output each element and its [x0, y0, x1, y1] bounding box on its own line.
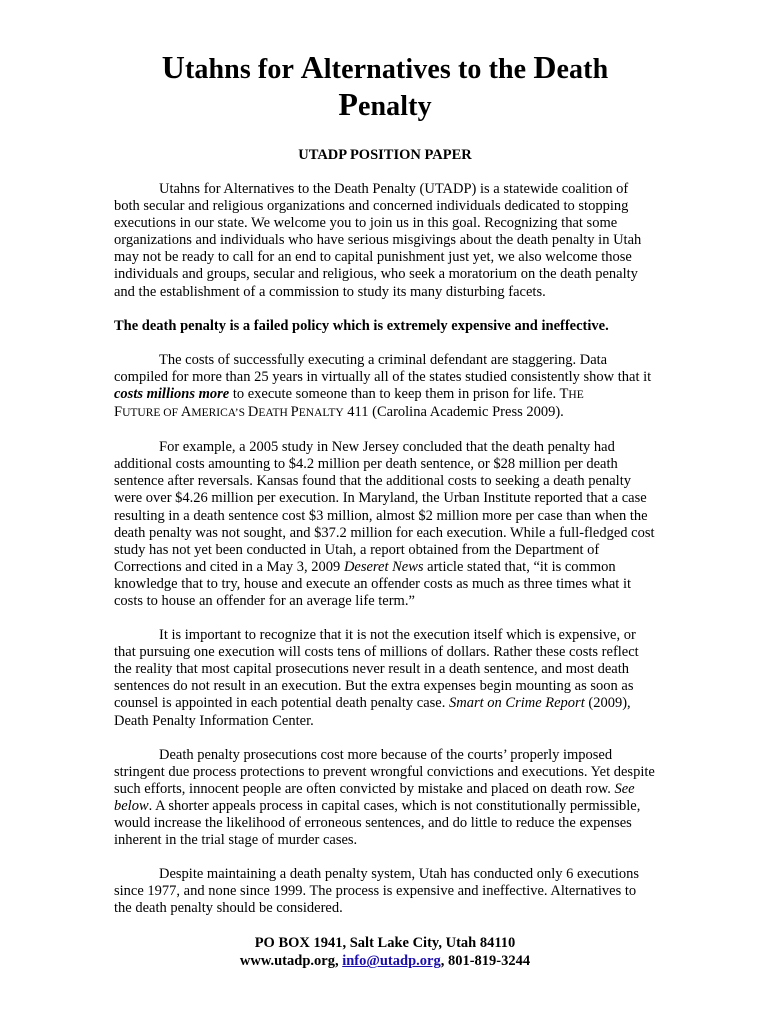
- contact-footer: [114, 934, 656, 970]
- expense-paragraph: It is important to recognize that it is not the execution itself which is expensive, or that pursuing one execution will costs tens of millions of dollars. Rather these costs reflect the reality that most capital prosecutions never result in a death sentence, and most death sentences do not result in an execution. But the extra expenses begin mounting as soon as counsel is appointed in each potential death penalty case. Smart on Crime Report (2009), Death Penalty Information Center.: [114, 627, 639, 729]
- email-link[interactable]: info@utadp.org: [342, 953, 441, 970]
- mailing-address: PO BOX 1941, Salt Lake City, Utah 84110: [254, 935, 516, 952]
- section-heading: The death penalty is a failed policy which is extremely expensive and ineffective.: [114, 317, 609, 334]
- document-title: Utahns for Alternatives to the Death Penalty: [161, 49, 609, 122]
- book-citation: THE FUTURE OF AMERICA’S DEATH PENALTY: [114, 385, 584, 421]
- phone-number: 801-819-3244: [447, 953, 531, 970]
- due-process-paragraph: Death penalty prosecutions cost more because of the courts’ properly imposed stringent due process protections to prevent wrongful convictions and executions. Yet despite such efforts, innocent people are often convicted by mistake and placed on death row. See below. A shorter appeals process in capital cases, which is not constitutionally permissible, would increase the likelihood of erroneous sentences, and do little to reduce the expenses inherent in the trial stage of murder cases.: [114, 746, 655, 849]
- costs-paragraph: The costs of successfully executing a criminal defendant are staggering. Data compiled for more than 25 years in virtually all of the states studied consistently show that it costs millions more to execute someone than to keep them in prison for life. THE FUTURE OF AMERICA’S DEATH PENALTY 411 (Carolina Academic Press 2009).: [114, 351, 652, 421]
- document-subtitle: UTADP POSITION PAPER: [298, 147, 472, 163]
- conclusion-paragraph: Despite maintaining a death penalty system, Utah has conducted only 6 executions since 1977, and none since 1999. The process is expensive and ineffective. Alternatives to the death penalty should be considered.: [114, 866, 639, 917]
- intro-paragraph: Utahns for Alternatives to the Death Penalty (UTADP) is a statewide coalition of both secular and religious organizations and concerned individuals dedicated to stopping executions in our state. We welcome you to join us in this goal. Recognizing that some organizations and individuals who have serious misgivings about the death penalty in Utah may not be ready to call for an end to capital punishment just yet, we also welcome those individuals and groups, secular and religious, who seek a moratorium on the death penalty and the establishment of a commission to study its many disturbing facets.: [114, 181, 642, 300]
- contact-line: www.utadp.org, info@utadp.org, 801-819-3244: [239, 953, 531, 970]
- website-link[interactable]: www.utadp.org: [239, 953, 335, 970]
- examples-paragraph: For example, a 2005 study in New Jersey concluded that the death penalty had additional costs amounting to $4.2 million per death sentence, or $28 million per death sentence after reversals. Kansas found that the additional costs to seeking a death penalty were over $4.26 million per execution. In Maryland, the Urban Institute reported that a case resulting in a death sentence cost $3 million, almost $2 million more per case than when the death penalty was not sought, and $37.2 million for each execution. While a full-fledged cost study has not yet been conducted in Utah, a report obtained from the Department of Corrections and cited in a May 3, 2009 Deseret News article stated that, “it is common knowledge that to try, house and execute an offender costs as much as three times what it costs to house an offender for an average life term.”: [114, 439, 655, 609]
